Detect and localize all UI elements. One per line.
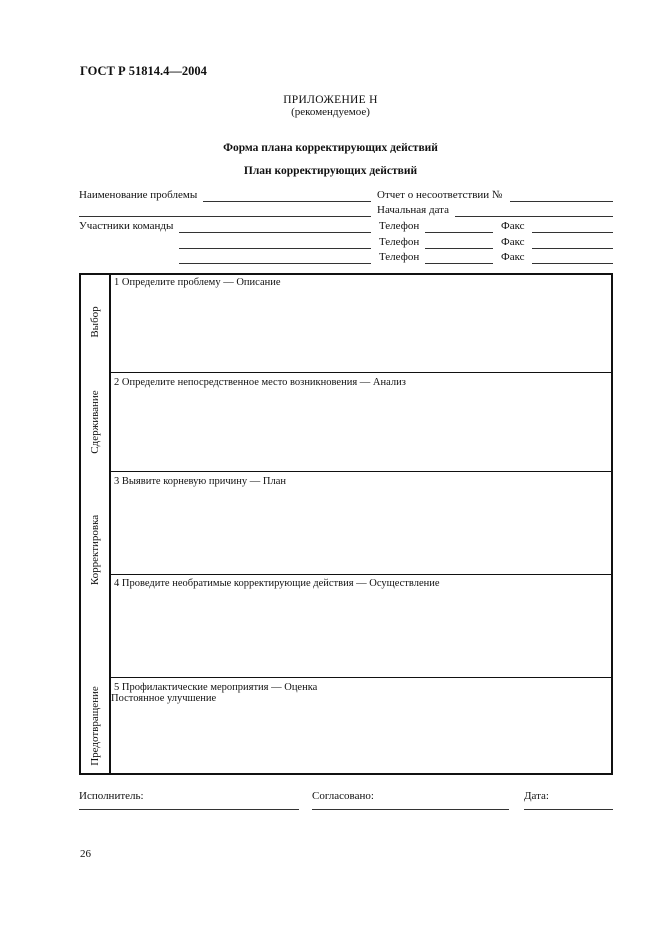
team-member-3-field[interactable] <box>179 263 371 264</box>
phone-field-2[interactable] <box>425 248 493 249</box>
row-divider-3 <box>109 574 613 575</box>
step-5-evaluation: 5 Профилактические мероприятия — Оценка <box>114 682 318 693</box>
approved-label: Согласовано: <box>312 790 374 802</box>
team-member-2-field[interactable] <box>179 248 371 249</box>
problem-name-label: Наименование проблемы <box>79 189 198 201</box>
fax-label-1: Факс <box>501 220 525 232</box>
start-date-label: Начальная дата <box>377 204 449 216</box>
step-4-implementation: 4 Проведите необратимые корректирующие действия — Осуществление <box>114 578 440 589</box>
problem-name-field[interactable] <box>203 201 371 202</box>
appendix-note: (рекомендуемое) <box>291 106 370 118</box>
phone-label-2: Телефон <box>379 236 420 248</box>
step-3-plan: 3 Выявите корневую причину — План <box>114 476 286 487</box>
fax-field-3[interactable] <box>532 263 613 264</box>
phone-label-1: Телефон <box>379 220 420 232</box>
phase-label-prevention: Предотвращение <box>89 686 101 766</box>
phase-label-correction: Корректировка <box>89 514 101 586</box>
document-code: ГОСТ Р 51814.4—2004 <box>80 64 207 78</box>
date-field[interactable] <box>524 809 613 810</box>
phase-label-containment: Сдерживание <box>89 390 101 454</box>
team-members-label: Участники команды <box>79 220 174 232</box>
date-label: Дата: <box>524 790 549 802</box>
form-title: Форма плана корректирующих действий <box>223 142 438 154</box>
executor-label: Исполнитель: <box>79 790 144 802</box>
page-number: 26 <box>80 848 91 860</box>
approved-signature-field[interactable] <box>312 809 509 810</box>
phone-field-1[interactable] <box>425 232 493 233</box>
phone-field-3[interactable] <box>425 263 493 264</box>
step-5-subtext: Постоянное улучшение <box>111 693 217 704</box>
step-2-analysis: 2 Определите непосредственное место возникновения — Анализ <box>114 377 406 388</box>
fax-label-2: Факс <box>501 236 525 248</box>
problem-name-field-continued[interactable] <box>79 216 371 217</box>
start-date-field[interactable] <box>455 216 613 217</box>
row-divider-4 <box>109 677 613 678</box>
row-divider-1 <box>109 372 613 373</box>
phase-label-selection: Выбор <box>89 306 101 338</box>
nonconformity-report-label: Отчет о несоответствии № <box>377 189 503 201</box>
appendix-title: ПРИЛОЖЕНИЕ Н <box>283 94 378 106</box>
team-member-1-field[interactable] <box>179 232 371 233</box>
plan-title: План корректирующих действий <box>243 165 418 177</box>
report-number-field[interactable] <box>510 201 613 202</box>
executor-signature-field[interactable] <box>79 809 299 810</box>
fax-field-2[interactable] <box>532 248 613 249</box>
fax-label-3: Факс <box>501 251 525 263</box>
phone-label-3: Телефон <box>379 251 420 263</box>
row-divider-2 <box>109 471 613 472</box>
step-1-description: 1 Определите проблему — Описание <box>114 277 281 288</box>
fax-field-1[interactable] <box>532 232 613 233</box>
